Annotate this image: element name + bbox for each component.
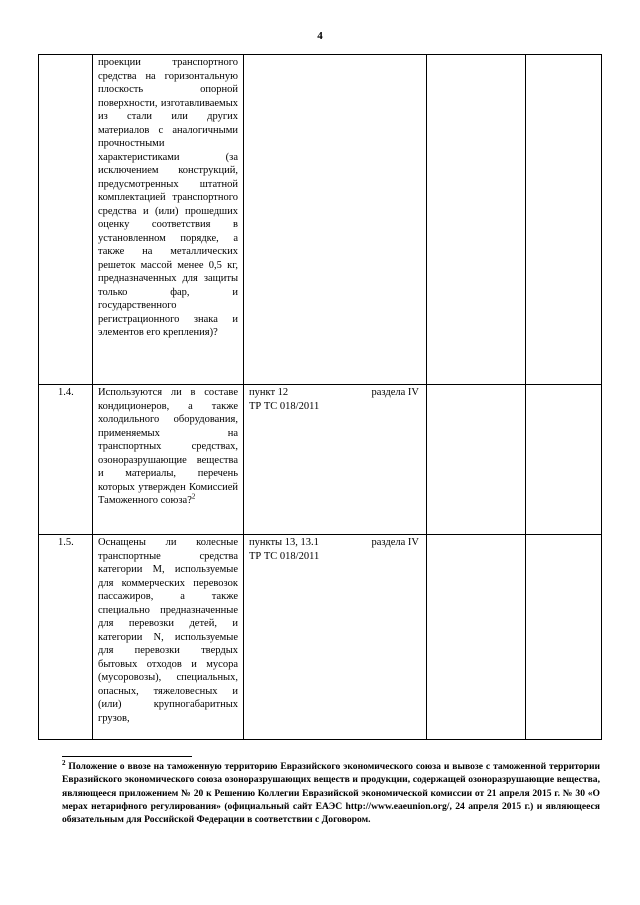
footnote-ref: 2 [191,492,196,501]
question-text: проекции транспортного средства на горизонтальную плоскость опорной поверхности, изготавливаемых из стали или других материалов с аналогичными прочностными характеристиками (за исключением конструкций, предусмотренных штатной комплектацией транспортного средства и (или) прошедших оценку соответствия в установленном порядке, а также на металлических решеток массой менее 0,5 кг, предназначенных для защиты только фар, и государственного регистрационного знака и элементов его крепления)? [98,57,238,338]
question-text: Оснащены ли колесные транспортные средства категории M, используемые для коммерческих перевозок пассажиров, а также специально предназначенные для перевозки детей, и категории N, используемые для перевозки твердых бытовых отходов и мусора (мусоровозы), специальных, опасных, тяжеловесных и (или) крупногабаритных грузов, [98,537,238,724]
checklist-table [38,54,602,739]
column-divider [92,54,93,739]
footnote: $^2$ Положение о ввозе на таможенную территорию Евразийского экономического союза и вывозе с таможенной территории Евразийского экономического союза озоноразрушающих веществ и продукции, содержащей озоноразрушающие вещества, являющееся приложением № 20 к Решению Коллегии Евразийской экономической комиссии от 21 апреля 2015 г. № 30 «О мерах нетарифного регулирования» (официальный сайт ЕАЭС http://www.eaeunion.org/, 24 апреля 2015 г.) и являющееся обязательным для Российской Федерации в соответствии с Договором. [62,758,600,826]
footnote-separator [62,756,192,757]
requirement-reference: пункт 12 раздела IV ТР ТС 018/2011 [249,387,419,412]
column-divider [243,54,244,739]
row-divider [38,384,602,385]
page-number: 4 [317,30,323,42]
footnote-marker: 2 [62,758,66,767]
row-divider [38,534,602,535]
column-divider [601,54,602,739]
table-border-top [38,54,602,55]
item-number: 1.5. [58,537,74,548]
column-divider [38,54,39,739]
requirement-reference: пункты 13, 13.1 раздела IV ТР ТС 018/2011 [249,537,419,562]
column-divider [525,54,526,739]
table-border-bottom [38,739,602,740]
item-number: 1.4. [58,387,74,398]
question-text: Используются ли в составе кондиционеров, а также холодильного оборудования, применяемых на транспортных средствах, озоноразрушающие вещества и материалы, перечень которых утвержден Комиссией Таможенного союза?$^2$ [98,387,238,506]
column-divider [426,54,427,739]
